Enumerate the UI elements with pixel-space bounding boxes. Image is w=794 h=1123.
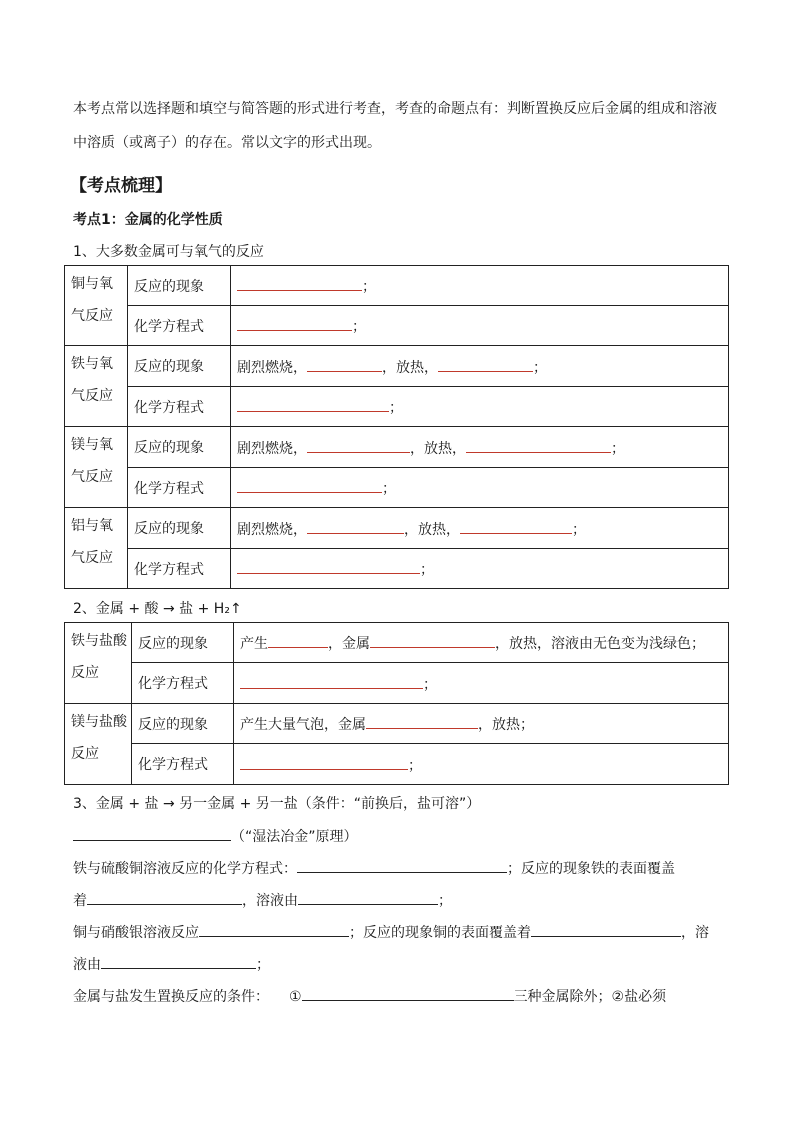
answer-blank[interactable] xyxy=(307,518,404,534)
phenomenon-cell: 产生大量气泡，金属 ，放热； xyxy=(234,704,729,744)
item2-title: 2、金属 + 酸 → 盐 + H₂↑ xyxy=(73,601,242,617)
answer-blank[interactable] xyxy=(466,437,611,453)
phenomenon-cell: 产生 ，金属 ，放热，溶液由无色变为浅绿色； xyxy=(234,623,729,663)
equation-cell: ； xyxy=(231,306,729,346)
equation-label: 化学方程式 xyxy=(128,306,231,346)
answer-blank[interactable] xyxy=(237,477,382,493)
equation-cell: ； xyxy=(234,663,729,704)
answer-blank[interactable] xyxy=(302,985,514,1001)
answer-blank[interactable] xyxy=(237,396,389,412)
phenomenon-cell: ； xyxy=(231,266,729,306)
equation-label: 化学方程式 xyxy=(128,549,231,589)
reaction-name: 镁与盐酸反应 xyxy=(65,704,132,785)
principle-line: （“湿法冶金”原理） xyxy=(73,825,358,846)
equation-label: 化学方程式 xyxy=(128,468,231,508)
reaction-name: 铝与氧气反应 xyxy=(65,508,128,589)
answer-blank[interactable] xyxy=(460,518,572,534)
equation-label: 化学方程式 xyxy=(132,744,234,785)
phenomenon-cell: 剧烈燃烧， ，放热， ； xyxy=(231,508,729,549)
phenomenon-label: 反应的现象 xyxy=(132,704,234,744)
table-row xyxy=(65,468,729,508)
phenomenon-label: 反应的现象 xyxy=(128,266,231,306)
table-row xyxy=(65,623,729,663)
reaction-name: 铁与氧气反应 xyxy=(65,346,128,427)
acid-reaction-table xyxy=(64,622,729,785)
table-row xyxy=(65,663,729,704)
table-row xyxy=(65,744,729,785)
table-row xyxy=(65,387,729,427)
phenomenon-label: 反应的现象 xyxy=(128,346,231,387)
item1-title: 1、大多数金属可与氧气的反应 xyxy=(73,244,264,260)
table-row xyxy=(65,704,729,744)
condition-line: 金属与盐发生置换反应的条件： ① 三种金属除外；②盐必须 xyxy=(73,985,666,1006)
table-row xyxy=(65,508,729,549)
cu-ag-line-2: 液由 ； xyxy=(73,953,270,974)
answer-blank[interactable] xyxy=(298,889,438,905)
phenomenon-label: 反应的现象 xyxy=(132,623,234,663)
section-title: 【考点梳理】 xyxy=(70,176,172,196)
equation-cell: ； xyxy=(231,387,729,427)
answer-blank[interactable] xyxy=(87,889,242,905)
answer-blank[interactable] xyxy=(366,713,478,729)
intro-line-1: 本考点常以选择题和填空与简答题的形式进行考查，考查的命题点有：判断置换反应后金属的组成和溶液 xyxy=(73,101,717,117)
cu-ag-line-1: 铜与硝酸银溶液反应 ；反应的现象铜的表面覆盖着 ，溶 xyxy=(73,921,709,942)
answer-blank[interactable] xyxy=(101,953,256,969)
equation-cell: ； xyxy=(234,744,729,785)
phenomenon-cell: 剧烈燃烧， ，放热， ； xyxy=(231,346,729,387)
answer-blank[interactable] xyxy=(237,275,362,291)
point1-title: 考点1：金属的化学性质 xyxy=(73,212,223,228)
table-row xyxy=(65,427,729,468)
answer-blank[interactable] xyxy=(307,437,410,453)
answer-blank[interactable] xyxy=(237,315,352,331)
reaction-name: 镁与氧气反应 xyxy=(65,427,128,508)
item3-title: 3、金属 + 盐 → 另一金属 + 另一盐（条件：“前换后，盐可溶”） xyxy=(73,796,481,812)
fe-cu-line-1: 铁与硫酸铜溶液反应的化学方程式： ；反应的现象铁的表面覆盖 xyxy=(73,857,675,878)
answer-blank[interactable] xyxy=(268,632,328,648)
table-row xyxy=(65,306,729,346)
reaction-name: 铜与氧气反应 xyxy=(65,266,128,346)
answer-blank[interactable] xyxy=(240,754,408,770)
answer-blank[interactable] xyxy=(438,356,533,372)
phenomenon-cell: 剧烈燃烧， ，放热， ； xyxy=(231,427,729,468)
answer-blank[interactable] xyxy=(240,673,423,689)
fe-cu-line-2: 着 ，溶液由 ； xyxy=(73,889,452,910)
reaction-name: 铁与盐酸反应 xyxy=(65,623,132,704)
oxygen-reaction-table xyxy=(64,265,729,589)
equation-label: 化学方程式 xyxy=(128,387,231,427)
answer-blank[interactable] xyxy=(199,921,349,937)
phenomenon-label: 反应的现象 xyxy=(128,427,231,468)
table-row xyxy=(65,266,729,306)
table-row xyxy=(65,346,729,387)
answer-blank[interactable] xyxy=(73,825,231,841)
intro-line-2: 中溶质（或离子）的存在。常以文字的形式出现。 xyxy=(73,135,381,151)
answer-blank[interactable] xyxy=(307,356,382,372)
phenomenon-label: 反应的现象 xyxy=(128,508,231,549)
answer-blank[interactable] xyxy=(297,857,507,873)
equation-cell: ； xyxy=(231,468,729,508)
answer-blank[interactable] xyxy=(237,558,420,574)
equation-cell: ； xyxy=(231,549,729,589)
equation-label: 化学方程式 xyxy=(132,663,234,704)
table-row xyxy=(65,549,729,589)
answer-blank[interactable] xyxy=(531,921,681,937)
answer-blank[interactable] xyxy=(370,632,495,648)
